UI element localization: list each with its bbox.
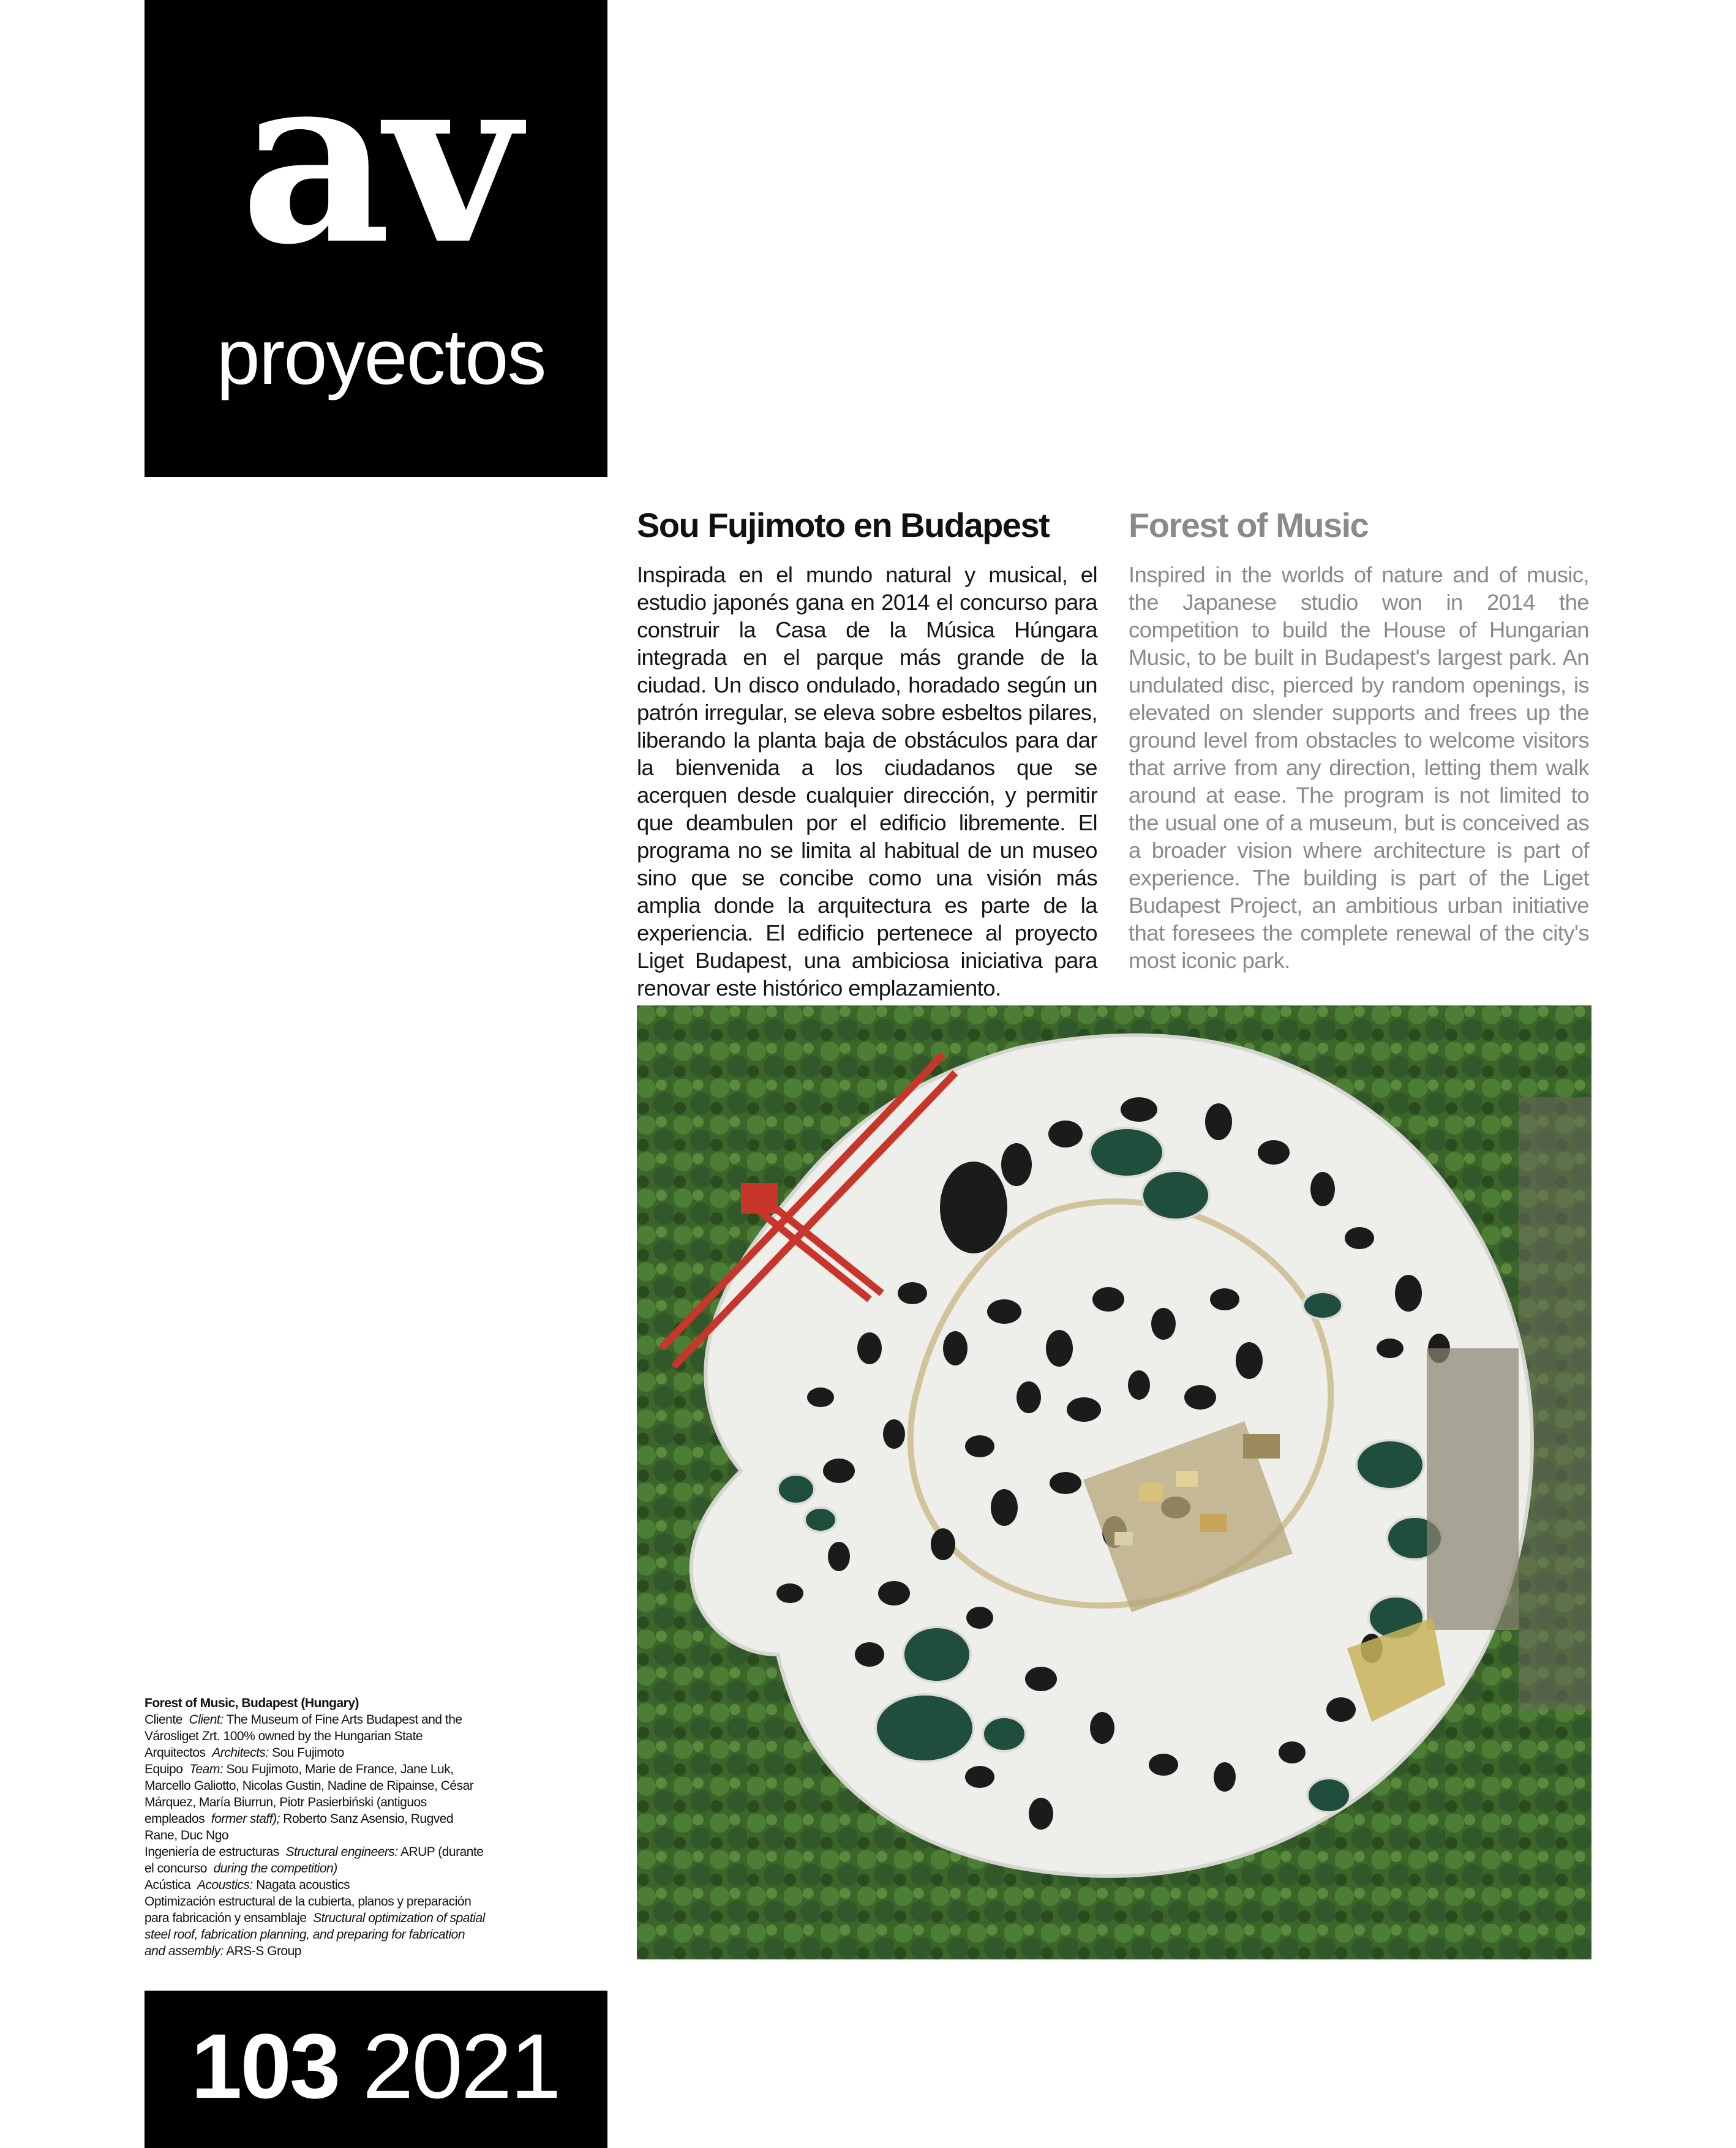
magazine-logo — [145, 0, 607, 477]
project-credits — [145, 1695, 487, 1959]
aerial-photo — [637, 1005, 1591, 1959]
article-spanish — [637, 506, 1097, 1002]
credits-architects: Arquitectos Architects: Sou Fujimoto — [145, 1746, 344, 1760]
article-body-es: Inspirada en el mundo natural y musical, el estudio japonés gana en 2014 el concurso para construir la Casa de la Música Húngara integrada en el parque más grande de la ciudad. Un disco ondulado, horadado según un patrón irregular, se eleva sobre esbeltos pilares, liberando la planta baja de obstáculos para dar la bienvenida a los ciudadanos que se acerquen desde cualquier dirección, y permitir que deambulen por el edificio libremente. El programa no se limita al habitual de un museo sino que se concibe como una visión más amplia donde la arquitectura es parte de la experiencia. El edificio pertenece al proyecto Liget Budapest, una ambiciosa iniciativa para renovar este histórico emplazamiento. — [637, 562, 1097, 1001]
credits-structures: Ingeniería de estructuras Structural engineers: ARUP (durante el concurso during the competition) — [145, 1845, 484, 1876]
article-body-en: Inspired in the worlds of nature and of music, the Japanese studio won in 2014 the competition to build the House of Hungarian Music, to be built in Budapest's largest park. An undulated disc, pierced by random openings, is elevated on slender supports and frees up the ground level from obstacles to welcome visitors that arrive from any direction, letting them walk around at ease. The program is not limited to the usual one of a museum, but is conceived as a broader vision where architecture is part of experience. The building is part of the Liget Budapest Project, an ambitious urban initiative that foresees the complete renewal of the city's most iconic park. — [1129, 562, 1589, 974]
credits-client: Cliente Client: The Museum of Fine Arts Budapest and the Városliget Zrt. 100% owned by the Hungarian State — [145, 1713, 462, 1743]
credits-acoustics: Acústica Acoustics: Nagata acoustics — [145, 1878, 350, 1892]
logo-proyectos: proyectos — [216, 314, 546, 401]
credits-title: Forest of Music, Budapest (Hungary) — [145, 1696, 359, 1710]
credits-team: Equipo Team: Sou Fujimoto, Marie de France, Jane Luk, Marcello Galiotto, Nicolas Gustin, Nadine de Ripainse, César Márquez, María Biurrun, Piotr Pasierbiński (antiguos empleados former staff); Roberto Sanz Asensio, Rugved Rane, Duc Ngo — [145, 1762, 474, 1842]
article-english — [1129, 506, 1589, 974]
article-title-en: Forest of Music — [1129, 506, 1369, 544]
article-title-es: Sou Fujimoto en Budapest — [637, 506, 1050, 544]
issue-number: 103 — [191, 2015, 339, 2117]
logo-av: av — [240, 22, 514, 296]
credits-optimization: Optimización estructural de la cubierta, planos y preparación para fabricación y ensamblaje Structural optimization of spatial steel roof, fabrication planning, and preparing for fabrication and assembly: ARS-S Group — [145, 1895, 485, 1958]
issue-number-block — [145, 1991, 607, 2148]
issue-label — [191, 2015, 560, 2117]
issue-year: 2021 — [362, 2015, 560, 2117]
